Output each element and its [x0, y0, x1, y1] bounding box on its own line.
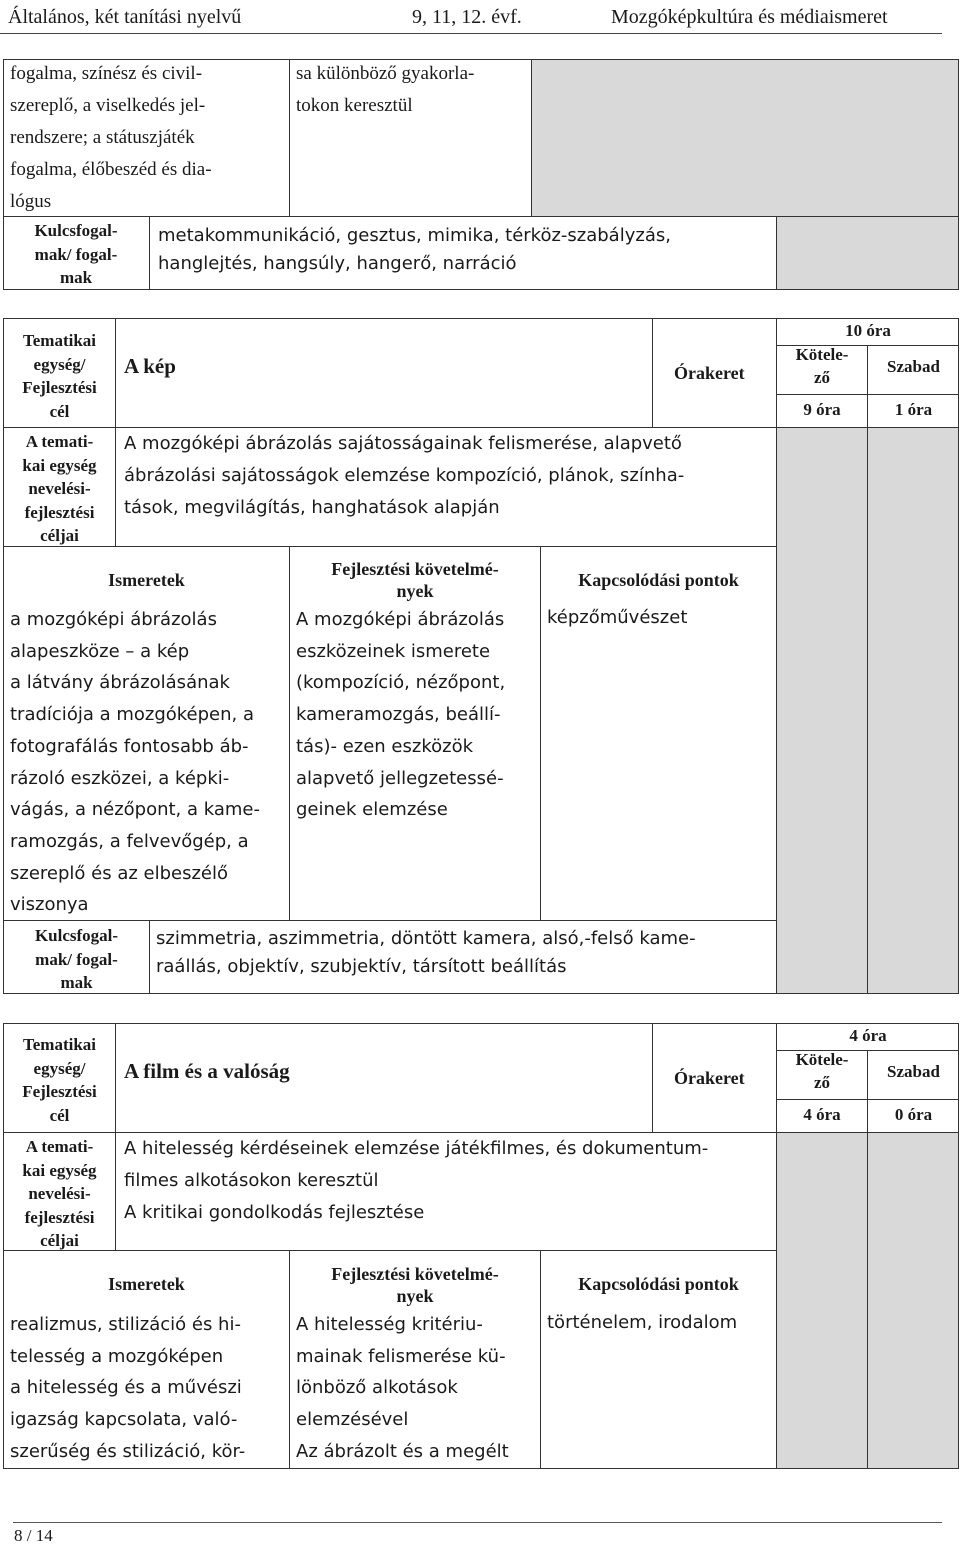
unit-title: A kép [124, 354, 176, 378]
col-header-fejlesztesi: Fejlesztési követelmé- nyek [331, 559, 499, 601]
col-header-ismeretek: Ismeretek [108, 1274, 185, 1294]
header-school: Általános, két tanítási nyelvű [8, 6, 242, 28]
fejlesztesi-text: A mozgóképi ábrázolás eszközeinek ismerete (kompozíció, nézőpont, kameramozgás, beállí- tás)- ezen eszközök alapvető jellegzetessé- geinek elemzése [296, 609, 506, 821]
hours-total: 4 óra [849, 1026, 887, 1045]
shaded-cell [777, 217, 958, 289]
shaded-cell [868, 428, 958, 993]
free-label: Szabad [887, 357, 940, 376]
unit-label: Tematikai egység/ Fejlesztési cél [22, 331, 97, 421]
hours-required: 4 óra [803, 1105, 841, 1124]
col-header-kapcsolodasi: Kapcsolódási pontok [578, 1274, 739, 1294]
footer-rule [13, 1522, 942, 1523]
key-concepts-label: Kulcsfogal- mak/ fogal- mak [34, 926, 119, 992]
key-concepts-line: metakommunikáció, gesztus, mimika, térköz-szabályzás, [158, 225, 671, 246]
goal-line: tások, megvilágítás, hanghatások alapján [124, 497, 500, 518]
ismeretek-text: realizmus, stilizáció és hi- telesség a mozgóképen a hitelesség és a művészi igazság kapcsolata, való- szerűség és stilizáció, kör- [10, 1314, 246, 1462]
col-header-ismeretek: Ismeretek [108, 570, 185, 590]
key-concepts-line: szimmetria, aszimmetria, döntött kamera, alsó,-felső kame- [156, 928, 696, 949]
key-concepts-line: hanglejtés, hangsúly, hangerő, narráció [158, 253, 517, 274]
required-label: Kötele- ző [795, 345, 849, 387]
free-label: Szabad [887, 1062, 940, 1081]
goal-line: ábrázolási sajátosságok elemzése kompozíció, plánok, színha- [124, 465, 685, 486]
hours-free: 0 óra [894, 1105, 933, 1124]
ismeretek-text: a mozgóképi ábrázolás alapeszköze – a kép a látvány ábrázolásának tradíciója a mozgóképen, a fotografálás fontosabb áb- rázoló eszközei, a képki- vágás, a nézőpont, a kame- ramozgás, a felvevőgép, a szereplő és az elbeszélő viszonya [10, 609, 260, 916]
header-grades: 9, 11, 12. évf. [412, 6, 522, 28]
shaded-cell [868, 1133, 958, 1468]
top-text-line: tokon keresztül [296, 95, 413, 116]
key-concepts-line: raállás, objektív, szubjektív, társított beállítás [156, 956, 567, 977]
top-text-line: szereplő, a viselkedés jel- [10, 95, 206, 116]
top-text-line: rendszere; a státuszjáték [10, 127, 195, 148]
kapcsolodasi-text: képzőművészet [547, 607, 688, 628]
shaded-cell [777, 1133, 867, 1468]
goal-line: A mozgóképi ábrázolás sajátosságainak felismerése, alapvető [124, 433, 682, 454]
header-subject: Mozgóképkultúra és médiaismeret [611, 6, 888, 28]
fejlesztesi-text: A hitelesség kritériu- mainak felismerése kü- lönböző alkotások elemzésével Az ábrázolt és a megélt [296, 1314, 509, 1462]
hours-required: 9 óra [803, 400, 841, 419]
unit-title: A film és a valóság [124, 1059, 290, 1083]
orakeret-label: Órakeret [674, 1068, 745, 1088]
top-text-line: sa különböző gyakorla- [296, 63, 475, 84]
page-number: 8 / 14 [14, 1526, 53, 1545]
orakeret-label: Órakeret [674, 363, 745, 383]
unit-label: Tematikai egység/ Fejlesztési cél [22, 1035, 97, 1125]
goal-line: A kritikai gondolkodás fejlesztése [124, 1202, 425, 1223]
col-header-kapcsolodasi: Kapcsolódási pontok [578, 570, 739, 590]
key-concepts-label: Kulcsfogal- mak/ fogal- mak [34, 221, 118, 287]
required-label: Kötele- ző [795, 1050, 849, 1092]
shaded-cell [777, 428, 867, 993]
goal-line: A hitelesség kérdéseinek elemzése játékfilmes, és dokumentum- [124, 1138, 709, 1159]
top-text-line: fogalma, élőbeszéd és dia- [10, 159, 212, 180]
hours-total: 10 óra [845, 321, 891, 340]
top-text-line: lógus [10, 191, 52, 212]
hours-free: 1 óra [894, 400, 933, 419]
goals-label: A temati- kai egység nevelési- fejlesztési céljai [22, 1137, 97, 1250]
goals-label: A temati- kai egység nevelési- fejlesztési céljai [22, 432, 97, 545]
kapcsolodasi-text: történelem, irodalom [547, 1312, 738, 1333]
col-header-fejlesztesi: Fejlesztési követelmé- nyek [331, 1264, 499, 1306]
shaded-cell [532, 60, 958, 216]
header-rule [0, 33, 942, 34]
top-text-line: fogalma, színész és civil- [10, 63, 203, 84]
goal-line: filmes alkotásokon keresztül [124, 1170, 379, 1191]
